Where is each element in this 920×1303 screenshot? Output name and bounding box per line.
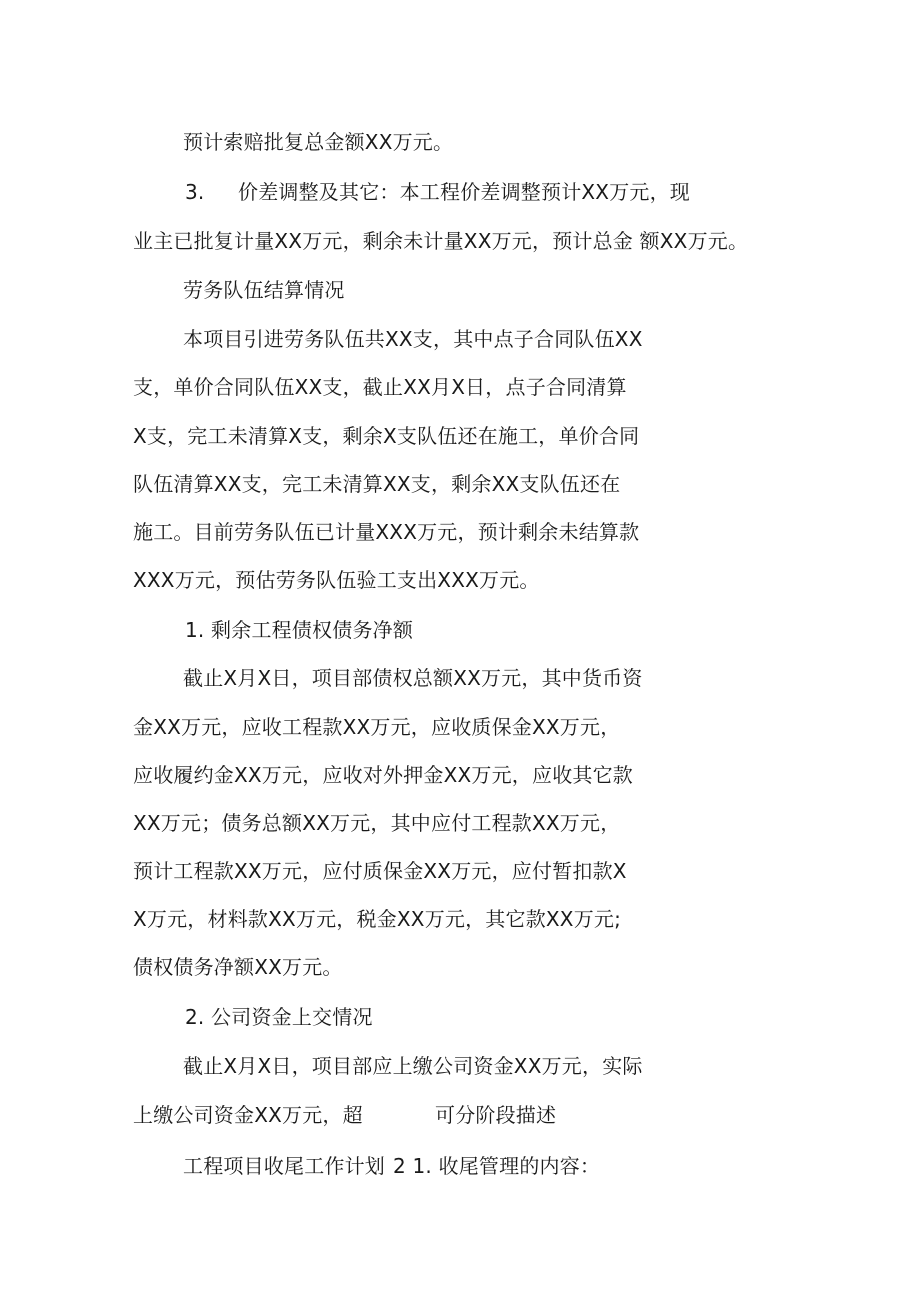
paragraph-line: 本项目引进劳务队伍共XX支，其中点子合同队伍XX (183, 327, 643, 351)
paragraph-line: 工程项目收尾工作计划 (183, 1154, 385, 1178)
paragraph-line: 金XX万元，应收工程款XX万元，应收质保金XX万元， (133, 715, 621, 739)
paragraph-line: 预计工程款XX万元，应付质保金XX万元，应付暂扣款X (133, 859, 627, 883)
section-heading: 2 1. 收尾管理的内容： (393, 1154, 601, 1178)
paragraph-line: X支，完工未清算X支，剩余X支队伍还在施工，单价合同 (133, 424, 640, 448)
paragraph-line: 业主已批复计量XX万元，剩余未计量XX万元，预计总金 额XX万元。 (133, 229, 749, 253)
paragraph-line: X万元，材料款XX万元，税金XX万元，其它款XX万元; (133, 907, 622, 931)
paragraph-line: 截止X月X日，项目部债权总额XX万元，其中货币资 (183, 666, 643, 690)
list-number: 3. (185, 180, 205, 204)
paragraph-line: 债权债务净额XX万元。 (133, 955, 343, 979)
paragraph-line: 截止X月X日，项目部应上缴公司资金XX万元，实际 (183, 1054, 643, 1078)
paragraph-line: 上缴公司资金XX万元，超 (133, 1103, 363, 1127)
paragraph-line: 队伍清算XX支，完工未清算XX支，剩余XX支队伍还在 (133, 472, 621, 496)
paragraph-line: 价差调整及其它：本工程价差调整预计XX万元，现 (238, 180, 691, 204)
paragraph-line: 应收履约金XX万元，应收对外押金XX万元，应收其它款 (133, 763, 634, 787)
section-heading: 1. 剩余工程债权债务净额 (185, 618, 414, 642)
paragraph-line: 支，单价合同队伍XX支，截止XX月X日，点子合同清算 (133, 375, 627, 399)
paragraph-line: XXX万元，预估劳务队伍验工支出XXX万元。 (133, 568, 540, 592)
paragraph-line: XX万元；债务总额XX万元，其中应付工程款XX万元， (133, 811, 621, 835)
paragraph-line: 可分阶段描述 (435, 1103, 557, 1127)
paragraph-line: 施工。目前劳务队伍已计量XXX万元，预计剩余未结算款 (133, 520, 640, 544)
paragraph-line: 预计索赔批复总金额XX万元。 (183, 130, 454, 154)
section-heading: 2. 公司资金上交情况 (185, 1005, 373, 1029)
section-heading: 劳务队伍结算情况 (183, 278, 345, 302)
